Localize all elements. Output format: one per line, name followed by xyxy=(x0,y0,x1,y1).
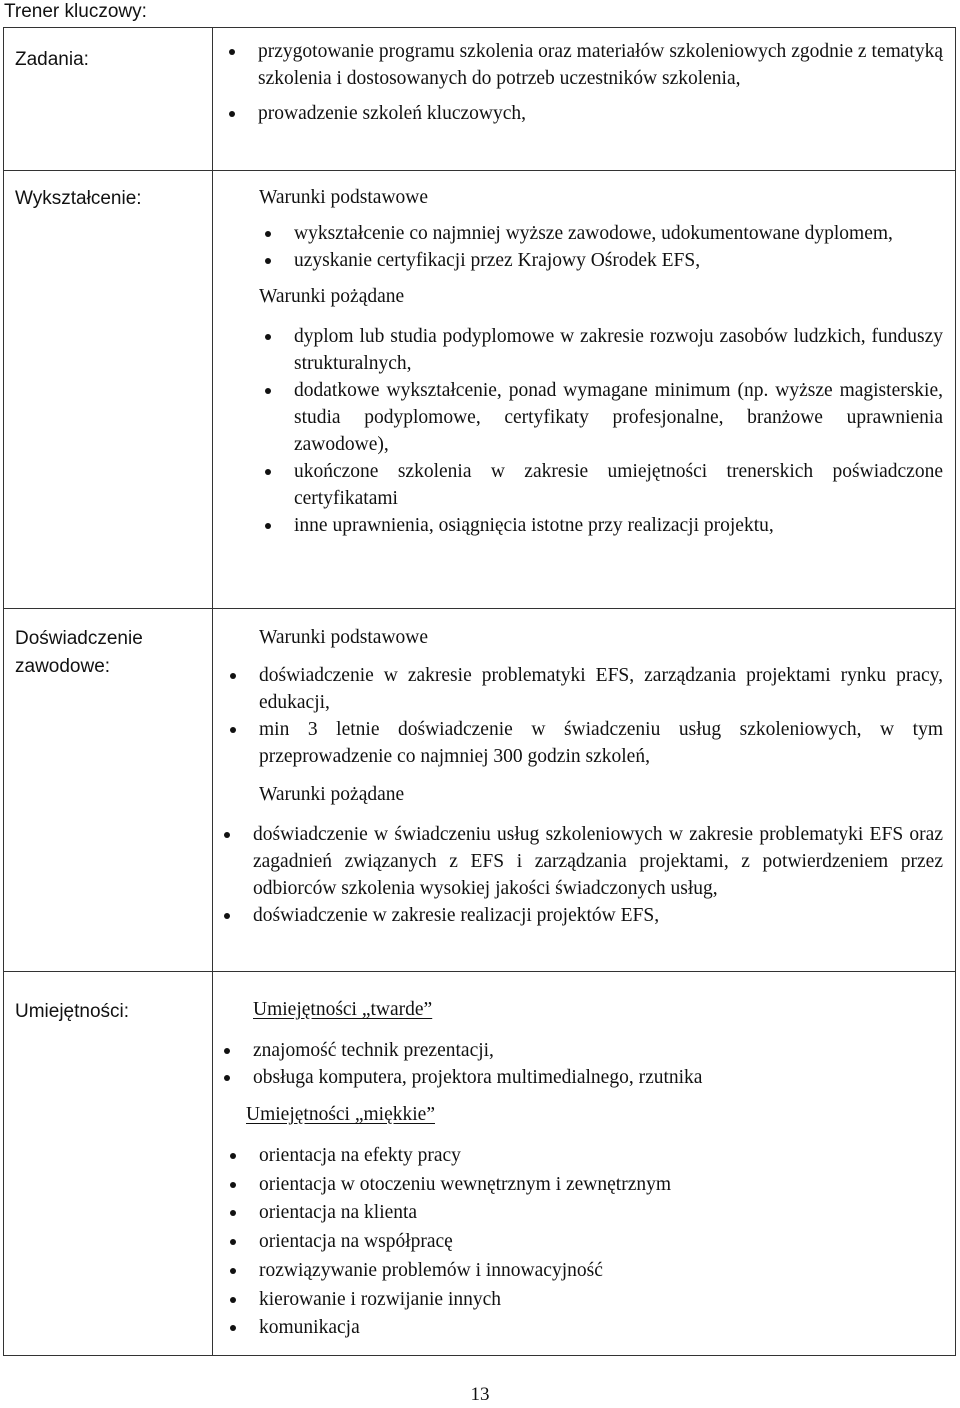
list-item: wykształcenie co najmniej wyższe zawodowe, udokumentowane dyplomem, xyxy=(213,220,943,247)
list-item: orientacja w otoczeniu wewnętrznym i zewnętrznym xyxy=(213,1171,943,1200)
row-doswiadczenie xyxy=(4,609,956,972)
list-item: doświadczenie w świadczeniu usług szkoleniowych w zakresie problematyki EFS oraz zagadnień związanych z EFS i zarządzania projektami, z potwierdzeniem przez odbiorców szkolenia wysokiej jakości świadczonych usług, xyxy=(213,821,943,902)
doswiadczenie-desired-list xyxy=(213,821,943,929)
row-umiejetnosci xyxy=(4,972,956,1356)
row-zadania xyxy=(4,28,956,171)
list-item: doświadczenie w zakresie problematyki EFS, zarządzania projektami rynku pracy, edukacji, xyxy=(213,662,943,716)
soft-skills-list xyxy=(213,1142,943,1343)
label-wyksztalcenie: Wykształcenie: xyxy=(4,171,213,609)
page-number: 13 xyxy=(470,1384,490,1405)
label-umiejetnosci: Umiejętności: xyxy=(4,972,213,1356)
list-item: orientacja na klienta xyxy=(213,1199,943,1228)
basic-conditions-heading: Warunki podstawowe xyxy=(259,187,429,208)
basic-conditions-heading: Warunki podstawowe xyxy=(259,627,429,648)
list-item: prowadzenie szkoleń kluczowych, xyxy=(213,100,943,127)
hard-skills-heading: Umiejętności „twarde” xyxy=(253,999,433,1020)
list-item: komunikacja xyxy=(213,1314,943,1343)
row-wyksztalcenie xyxy=(4,171,956,609)
label-doswiadczenie: Doświadczenie zawodowe: xyxy=(4,609,213,972)
list-item: inne uprawnienia, osiągnięcia istotne przy realizacji projektu, xyxy=(213,512,943,539)
wyksztalcenie-desired-list xyxy=(213,323,943,539)
zadania-list xyxy=(213,28,943,127)
content-umiejetnosci xyxy=(213,972,956,1356)
hard-skills-list xyxy=(213,1037,943,1091)
soft-skills-heading: Umiejętności „miękkie” xyxy=(246,1104,435,1125)
list-item: znajomość technik prezentacji, xyxy=(213,1037,943,1064)
doswiadczenie-basic-list xyxy=(213,662,943,770)
list-item: dodatkowe wykształcenie, ponad wymagane minimum (np. wyższe magisterskie, studia podyplomowe, certyfikaty profesjonalne, branżowe uprawnienia zawodowe), xyxy=(213,377,943,458)
list-item: orientacja na efekty pracy xyxy=(213,1142,943,1171)
list-item: obsługa komputera, projektora multimedialnego, rzutnika xyxy=(213,1064,943,1091)
wyksztalcenie-basic-list xyxy=(213,220,943,274)
desired-conditions-heading: Warunki pożądane xyxy=(259,784,405,805)
list-item: doświadczenie w zakresie realizacji projektów EFS, xyxy=(213,902,943,929)
content-wyksztalcenie xyxy=(213,171,956,609)
list-item: kierowanie i rozwijanie innych xyxy=(213,1286,943,1315)
list-item: rozwiązywanie problemów i innowacyjność xyxy=(213,1257,943,1286)
content-doswiadczenie xyxy=(213,609,956,972)
list-item: uzyskanie certyfikacji przez Krajowy Ośrodek EFS, xyxy=(213,247,943,274)
label-zadania: Zadania: xyxy=(4,28,213,171)
list-item: orientacja na współpracę xyxy=(213,1228,943,1257)
content-zadania xyxy=(213,28,956,171)
desired-conditions-heading: Warunki pożądane xyxy=(259,286,405,307)
list-item: dyplom lub studia podyplomowe w zakresie rozwoju zasobów ludzkich, funduszy strukturalnych, xyxy=(213,323,943,377)
requirements-table xyxy=(3,27,956,1356)
page-title: Trener kluczowy: xyxy=(4,1,147,22)
list-item: ukończone szkolenia w zakresie umiejętności trenerskich poświadczone certyfikatami xyxy=(213,458,943,512)
list-item: min 3 letnie doświadczenie w świadczeniu usług szkoleniowych, w tym przeprowadzenie co najmniej 300 godzin szkoleń, xyxy=(213,716,943,770)
list-item: przygotowanie programu szkolenia oraz materiałów szkoleniowych zgodnie z tematyką szkolenia i dostosowanych do potrzeb uczestników szkolenia, xyxy=(213,38,943,92)
